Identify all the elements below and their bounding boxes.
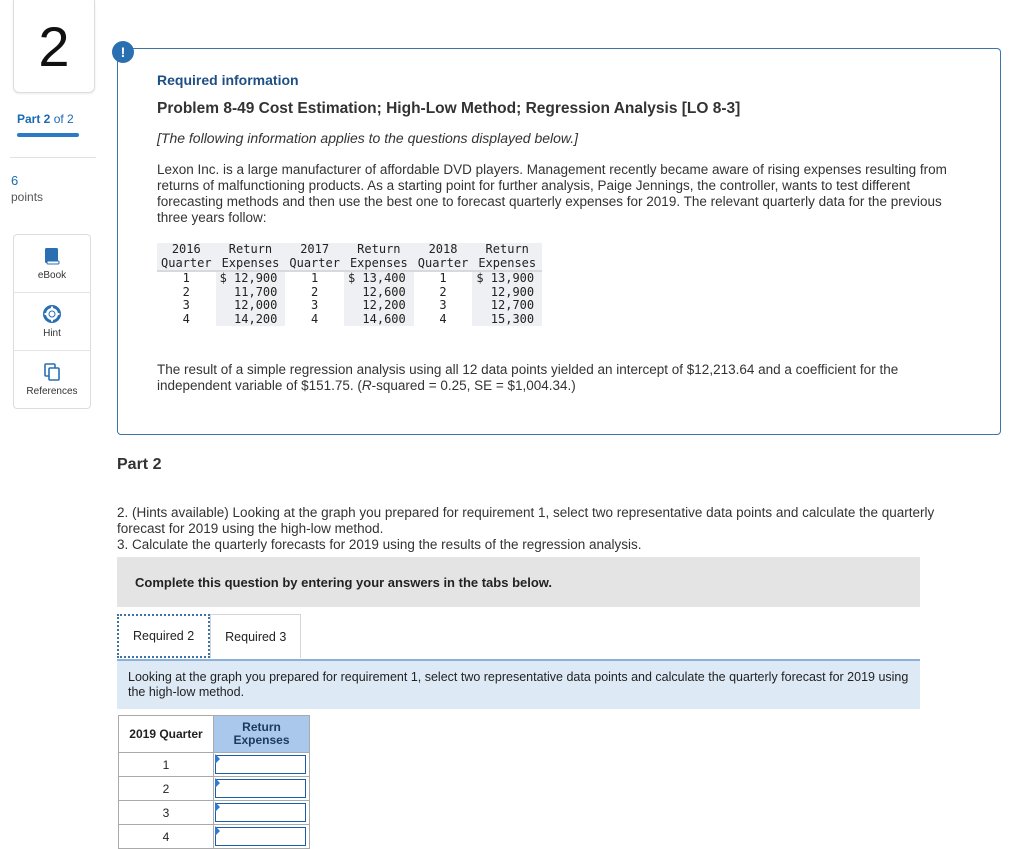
table-header-row: [157, 257, 542, 272]
table-row: [157, 286, 542, 300]
part-progress: [17, 112, 97, 126]
part-heading: Part 2: [117, 456, 162, 473]
table-header: Expenses: [472, 257, 542, 272]
regression-paragraph: [157, 362, 957, 394]
table-cell: 4: [182, 311, 190, 326]
requirements-text: [117, 505, 967, 553]
lifebuoy-icon: [43, 305, 61, 323]
table-header: Quarter: [285, 257, 344, 272]
quarter-cell: 3: [119, 801, 214, 825]
table-header: Quarter: [157, 257, 216, 272]
tab-required-2[interactable]: Required 2: [117, 614, 210, 658]
table-cell: 4: [439, 311, 447, 326]
table-cell: 1: [311, 271, 319, 285]
table-cell: 2: [311, 284, 319, 299]
table-cell: 2: [439, 284, 447, 299]
table-header: 2017: [285, 243, 344, 257]
hint-label: Hint: [43, 327, 61, 339]
table-row: [119, 801, 310, 825]
table-header: 2016: [157, 243, 216, 257]
r-symbol: R: [361, 378, 372, 393]
quarter-cell: 2: [119, 777, 214, 801]
table-header: Quarter: [414, 257, 473, 272]
applies-note: [The following information applies to the questions displayed below.]: [157, 130, 579, 146]
points-display: [11, 173, 43, 205]
complete-question-banner: Complete this question by entering your answers in the tabs below.: [117, 557, 920, 607]
input-marker-icon: [215, 802, 220, 812]
quarter-cell: 4: [119, 825, 214, 849]
table-cell: 12,600: [344, 286, 414, 300]
ebook-label: eBook: [37, 269, 67, 281]
input-marker-icon: [215, 826, 220, 836]
table-cell: 1: [439, 271, 447, 285]
required-information-heading: Required information: [157, 72, 299, 88]
points-value: 6: [11, 173, 19, 188]
tools-panel: [13, 234, 91, 409]
question-number: 2: [13, 0, 95, 93]
input-cell: [214, 753, 310, 777]
table-cell: 4: [311, 311, 319, 326]
requirement-2-text: 2. (Hints available) Looking at the graph you prepared for requirement 1, select two representative data points and calculate the quarterly forecast for 2019 using the high-low method.: [117, 505, 935, 536]
table-header: Expenses: [344, 257, 414, 272]
table-cell: $ 13,900: [472, 271, 542, 286]
input-cell: [214, 825, 310, 849]
points-label: points: [11, 190, 44, 204]
references-label: References: [26, 385, 78, 397]
quarter-cell: 1: [119, 753, 214, 777]
document-copy-icon: [43, 363, 61, 381]
table-row: [157, 271, 542, 286]
part-of-label: of 2: [53, 112, 74, 126]
table-cell: 12,900: [472, 286, 542, 300]
header-return-expenses: Return Expenses: [214, 716, 310, 753]
input-cell: [214, 801, 310, 825]
table-cell: 3: [439, 298, 447, 312]
rail-divider: [10, 157, 96, 158]
alert-icon: !: [112, 41, 134, 63]
table-cell: 1: [182, 271, 190, 285]
regression-text-start: The result of a simple regression analysis using all 12 data points yielded an intercept of $12,213.64 and a coefficient for the independent variable of $151.75. (: [157, 362, 899, 393]
requirement-tabs: [117, 614, 301, 660]
table-cell: 12,200: [344, 299, 414, 313]
requirement-3-text: 3. Calculate the quarterly forecasts for 2019 using the results of the regression analysis.: [117, 537, 642, 552]
table-header: Expenses: [216, 257, 286, 272]
return-expenses-input-q4[interactable]: [215, 827, 306, 846]
input-marker-icon: [215, 754, 220, 764]
table-row: [157, 313, 542, 327]
return-expenses-input-q2[interactable]: [215, 779, 306, 798]
return-expenses-input-q3[interactable]: [215, 803, 306, 822]
input-marker-icon: [215, 778, 220, 788]
table-cell: $ 12,900: [216, 271, 286, 286]
table-row: [157, 299, 542, 313]
table-cell: 15,300: [472, 313, 542, 327]
ebook-button[interactable]: [14, 235, 90, 293]
header-2019-quarter: 2019 Quarter: [119, 716, 214, 753]
part-label: Part 2: [17, 112, 51, 126]
table-row: [119, 777, 310, 801]
table-cell: 12,700: [472, 299, 542, 313]
table-cell: 11,700: [216, 286, 286, 300]
table-header-row: [157, 243, 542, 257]
table-cell: 3: [182, 298, 190, 312]
table-row: [119, 753, 310, 777]
hint-button[interactable]: [14, 293, 90, 351]
references-button[interactable]: [14, 351, 90, 408]
input-cell: [214, 777, 310, 801]
table-cell: 12,000: [216, 299, 286, 313]
quarterly-data-table: [157, 243, 542, 326]
answer-header-row: [119, 716, 310, 753]
table-cell: 3: [311, 298, 319, 312]
table-header: 2018: [414, 243, 473, 257]
tab-instructions: Looking at the graph you prepared for requirement 1, select two representative data points and calculate the quarterly forecast for 2019 using the high-low method.: [117, 661, 920, 709]
return-expenses-input-q1[interactable]: [215, 755, 306, 774]
tab-required-3[interactable]: Required 3: [210, 614, 301, 658]
table-header: Return: [344, 243, 414, 257]
table-cell: 2: [182, 284, 190, 299]
table-header: Return: [472, 243, 542, 257]
intro-paragraph: Lexon Inc. is a large manufacturer of affordable DVD players. Management recently became aware of rising expenses resulting from returns of malfunctioning products. As a starting point for further analysis, Paige Jennings, the controller, wants to test different forecasting methods and then use the best one to forecast quarterly expenses for 2019. The relevant quarterly data for the previous three years follow:: [157, 162, 947, 225]
table-cell: $ 13,400: [344, 271, 414, 286]
answer-table: [118, 715, 310, 849]
table-cell: 14,600: [344, 313, 414, 327]
table-row: [119, 825, 310, 849]
table-header: Return: [216, 243, 286, 257]
problem-title: Problem 8-49 Cost Estimation; High-Low Method; Regression Analysis [LO 8-3]: [157, 100, 741, 117]
regression-text-end: -squared = 0.25, SE = $1,004.34.): [371, 378, 576, 393]
table-cell: 14,200: [216, 313, 286, 327]
book-icon: [43, 247, 61, 265]
part-progress-bar: [17, 133, 79, 137]
